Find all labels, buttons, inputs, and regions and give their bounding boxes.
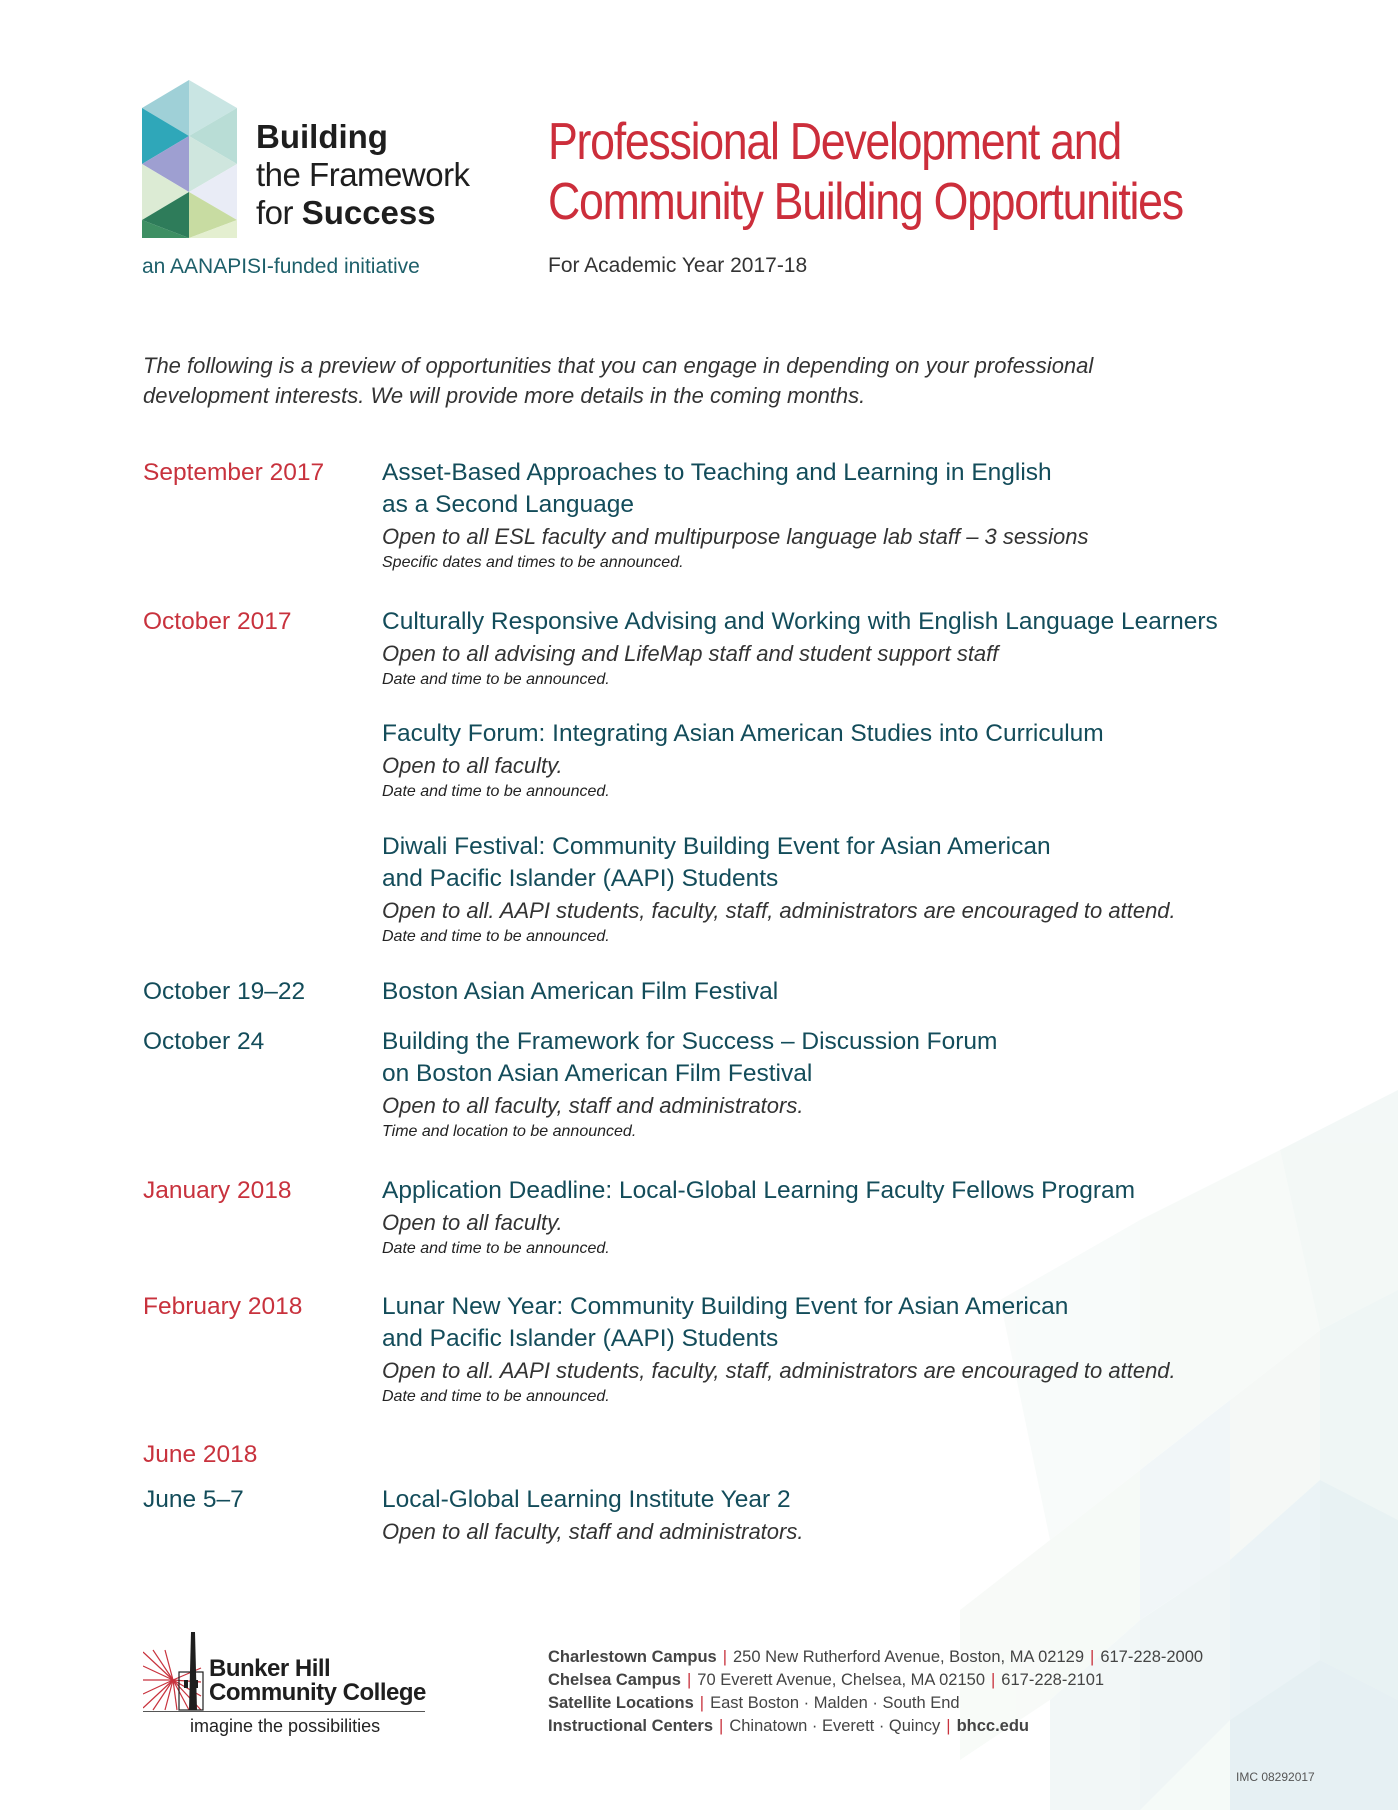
campus-address: Chinatown · Everett · Quincy <box>729 1717 941 1735</box>
entry-note: Date and time to be announced. <box>382 783 610 800</box>
logo-subtitle: an AANAPISI-funded initiative <box>142 255 420 278</box>
entry-description: Open to all. AAPI students, faculty, staff, administrators are encouraged to attend. <box>382 898 1176 923</box>
page-title <box>548 112 1253 232</box>
entry-description: Open to all faculty, staff and administrators. <box>382 1093 804 1118</box>
separator: | <box>991 1671 996 1689</box>
entry-note: Date and time to be announced. <box>382 671 610 688</box>
entry-title: Building the Framework for Success – Discussion Forum <box>382 1028 998 1055</box>
campus-label: Instructional Centers <box>548 1717 714 1735</box>
title-line1: Professional Development and <box>548 113 1121 171</box>
schedule-entry <box>382 976 1342 1008</box>
campus-addresses <box>548 1646 1203 1738</box>
entry-description: Open to all ESL faculty and multipurpose language lab staff – 3 sessions <box>382 524 1089 549</box>
date-label: June 2018 <box>143 1441 258 1468</box>
title-line2: Community Building Opportunities <box>548 173 1183 231</box>
date-label: October 2017 <box>143 608 292 635</box>
campus-label: Chelsea Campus <box>548 1671 681 1689</box>
college-name-line1: Bunker Hill <box>209 1655 331 1682</box>
entry-description: Open to all advising and LifeMap staff and student support staff <box>382 641 999 666</box>
entry-title: Faculty Forum: Integrating Asian American Studies into Curriculum <box>382 720 1104 747</box>
separator: | <box>722 1648 727 1666</box>
website-link[interactable]: bhcc.edu <box>956 1717 1029 1735</box>
date-label: October 19–22 <box>143 978 306 1005</box>
entry-description: Open to all faculty. <box>382 753 563 778</box>
entry-title: Application Deadline: Local-Global Learning Faculty Fellows Program <box>382 1177 1136 1204</box>
entry-title: and Pacific Islander (AAPI) Students <box>382 1325 779 1352</box>
entry-title: Diwali Festival: Community Building Event for Asian American <box>382 833 1051 860</box>
program-logo-text <box>256 118 470 232</box>
date-label: February 2018 <box>143 1293 303 1320</box>
campus-phone: 617-228-2000 <box>1100 1648 1204 1666</box>
logo-divider <box>143 1711 425 1712</box>
entry-title: Culturally Responsive Advising and Working with English Language Learners <box>382 608 1218 635</box>
date-label: January 2018 <box>143 1177 292 1204</box>
entry-note: Time and location to be announced. <box>382 1123 637 1140</box>
logo-line1: Building <box>256 118 388 155</box>
schedule-entry <box>382 606 1342 691</box>
campus-phone: 617-228-2101 <box>1001 1671 1105 1689</box>
separator: | <box>699 1694 705 1712</box>
entry-note: Date and time to be announced. <box>382 1388 610 1405</box>
logo-line2: the Framework <box>256 156 470 193</box>
intro-paragraph <box>143 351 1143 411</box>
logo-line3-pre: for <box>256 194 302 231</box>
entry-note: Date and time to be announced. <box>382 928 610 945</box>
building-framework-logo-mark <box>142 80 237 238</box>
schedule-entry <box>382 1175 1342 1260</box>
entry-note: Specific dates and times to be announced. <box>382 554 684 571</box>
entry-title: and Pacific Islander (AAPI) Students <box>382 865 779 892</box>
entry-title: Lunar New Year: Community Building Event for Asian American <box>382 1293 1069 1320</box>
campus-row <box>548 1715 1203 1738</box>
entry-description: Open to all. AAPI students, faculty, staff, administrators are encouraged to attend. <box>382 1358 1176 1383</box>
entry-title: Local-Global Learning Institute Year 2 <box>382 1486 791 1513</box>
college-name <box>209 1657 426 1705</box>
college-tagline: imagine the possibilities <box>190 1716 381 1736</box>
schedule-entry <box>382 718 1342 803</box>
schedule-entry <box>382 457 1342 574</box>
campus-label: Charlestown Campus <box>548 1648 717 1666</box>
campus-row <box>548 1692 1203 1715</box>
campus-row <box>548 1646 1203 1669</box>
separator: | <box>946 1717 951 1735</box>
intro-line2: development interests. We will provide more details in the coming months. <box>143 383 866 408</box>
schedule-entry <box>382 1484 1342 1547</box>
entry-title: on Boston Asian American Film Festival <box>382 1060 813 1087</box>
entry-description: Open to all faculty, staff and administrators. <box>382 1519 804 1544</box>
college-name-line2: Community College <box>209 1679 426 1706</box>
separator: | <box>719 1717 724 1735</box>
schedule-entry <box>382 1291 1342 1408</box>
entry-title: Boston Asian American Film Festival <box>382 978 779 1005</box>
date-label: October 24 <box>143 1028 265 1055</box>
entry-description: Open to all faculty. <box>382 1210 563 1235</box>
campus-address: East Boston · Malden · South End <box>710 1694 960 1712</box>
campus-address: 250 New Rutherford Avenue, Boston, MA 02129 <box>733 1648 1085 1666</box>
date-label: September 2017 <box>143 459 325 486</box>
campus-address: 70 Everett Avenue, Chelsea, MA 02150 <box>697 1671 985 1689</box>
entry-title: as a Second Language <box>382 491 635 518</box>
separator: | <box>1090 1648 1095 1666</box>
campus-label: Satellite Locations <box>548 1694 694 1712</box>
entry-note: Date and time to be announced. <box>382 1240 610 1257</box>
document-code: IMC 08292017 <box>1236 1770 1315 1784</box>
entry-title: Asset-Based Approaches to Teaching and Learning in English <box>382 459 1052 486</box>
date-label: June 5–7 <box>143 1486 244 1513</box>
separator: | <box>686 1671 692 1689</box>
schedule-entry <box>382 1026 1342 1143</box>
intro-line1: The following is a preview of opportunities that you can engage in depending on your professional <box>143 353 1094 378</box>
schedule-entry <box>382 831 1342 948</box>
campus-row <box>548 1669 1203 1692</box>
page-subtitle: For Academic Year 2017-18 <box>548 254 808 277</box>
logo-line3-bold: Success <box>301 194 436 231</box>
